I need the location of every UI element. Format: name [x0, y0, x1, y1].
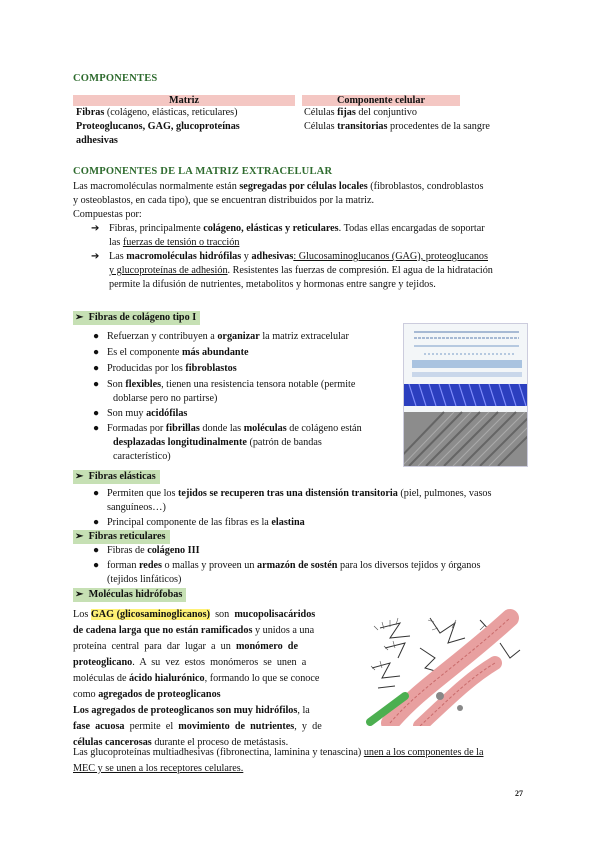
mec-item-1: ➔ Fibras, principalmente colágeno, elásticas y reticulares. Todas ellas encargadas de soportar	[91, 223, 485, 234]
mec-item-2: ➔ Las macromoléculas hidrófilas y adhesivas: Glucosaminoglucanos (GAG), proteoglucanos	[91, 251, 488, 262]
collagen-bullet-6-line-2: desplazadas longitudinalmente (patrón de bandas	[113, 437, 322, 448]
collagen-bullet-5: ● Son muy acidófilas	[93, 408, 188, 419]
collagen-bullet-6-line-3: característico)	[113, 451, 171, 462]
final-line-2: MEC y se unen a los receptores celulares.	[73, 763, 244, 774]
mec-intro-line-2: y osteoblastos, en cada tipo), que se encuentran distribuidos por la matriz.	[73, 195, 375, 206]
hydrophilic-title: ➢ Moléculas hidrófobas	[73, 588, 186, 602]
aggregates-line-2: fase acuosa permite el movimiento de nutrientes, y de	[73, 721, 322, 732]
mec-title: COMPONENTES DE LA MATRIZ EXTRACELULAR	[73, 166, 333, 177]
arrow-icon: ➔	[91, 251, 100, 262]
elastic-bullet-1-line-2: sanguíneos…)	[107, 502, 166, 513]
arrow-icon: ➔	[91, 223, 100, 234]
matrix-row-3: adhesivas	[76, 135, 118, 146]
mec-item-2-line-3: permite la difusión de nutrientes, metabolitos y hormonas entre sangre y tejidos.	[109, 279, 436, 290]
mec-intro-line-1: Las macromoléculas normalmente están segregadas por células locales (fibroblastos, condroblastos	[73, 181, 484, 192]
collagen-bullet-4: ● Son flexibles, tienen una resistencia tensora notable (permite	[93, 379, 356, 390]
page-number: 27	[515, 789, 523, 798]
gag-line-5: moléculas de ácido hialurónico, formando lo que se conoce	[73, 673, 320, 684]
elastic-title: ➢ Fibras elásticas	[73, 470, 160, 484]
gag-line-3: proteína central para dar lugar a un monómero de	[73, 641, 298, 652]
collagen-bullet-6: ● Formadas por fibrillas donde las moléculas de colágeno están	[93, 423, 362, 434]
matrix-header: Matriz	[73, 95, 295, 106]
matrix-row-1: Fibras (colágeno, elásticas, reticulares)	[76, 107, 238, 118]
reticular-bullet-1: ● Fibras de colágeno III	[93, 545, 200, 556]
collagen-diagram	[404, 324, 527, 466]
reticular-title: ➢ Fibras reticulares	[73, 530, 170, 544]
reticular-bullet-2: ● forman redes o mallas y proveen un armazón de sostén para los diversos tejidos y órganos	[93, 560, 481, 571]
collagen-title: ➢ Fibras de colágeno tipo I	[73, 311, 200, 325]
collagen-bullet-4-line-2: doblarse pero no partirse)	[113, 393, 218, 404]
cell-component-header: Componente celular	[302, 95, 460, 106]
collagen-bullet-3: ● Producidas por los fibroblastos	[93, 363, 237, 374]
matrix-row-2: Proteoglucanos, GAG, glucoproteínas	[76, 121, 240, 132]
cell-row-2: Células transitorias procedentes de la sangre	[304, 121, 490, 132]
mec-item-2-line-2: y glucoproteínas de adhesión. Resistentes las fuerzas de compresión. El agua de la hidratación	[109, 265, 493, 276]
cell-row-1: Células fijas del conjuntivo	[304, 107, 417, 118]
proteoglycan-diagram	[360, 608, 526, 726]
proteoglycan-aggregate-figure	[360, 608, 526, 726]
final-line-1: Las glucoproteínas multiadhesivas (fibronectina, laminina y tenascina) unen a los componentes de la	[73, 747, 484, 758]
mec-intro-line-3: Compuestas por:	[73, 209, 142, 220]
aggregates-line-3: células cancerosas durante el proceso de metástasis.	[73, 737, 289, 748]
collagen-structure-figure	[403, 323, 528, 467]
elastic-bullet-2: ● Principal componente de las fibras es la elastina	[93, 517, 305, 528]
reticular-bullet-2-line-2: (tejidos linfáticos)	[107, 574, 182, 585]
gag-line-2: de cadena larga que no están ramificados y unidos a una	[73, 625, 315, 636]
collagen-bullet-2: ● Es el componente más abundante	[93, 347, 249, 358]
gag-line-4: proteoglicano. A su vez estos monómeros se unen a	[73, 657, 307, 668]
aggregates-line-1: Los agregados de proteoglicanos son muy hidrófilos, la	[73, 705, 310, 716]
mec-item-1-line-2: las fuerzas de tensión o tracción	[109, 237, 240, 248]
elastic-bullet-1: ● Permiten que los tejidos se recuperen tras una distensión transitoria (piel, pulmones, vasos	[93, 488, 492, 499]
gag-line-1: Los GAG (glicosaminoglicanos) son mucopolisacáridos	[73, 609, 316, 620]
components-title: COMPONENTES	[73, 73, 158, 84]
collagen-bullet-1: ● Refuerzan y contribuyen a organizar la matriz extracelular	[93, 331, 349, 342]
gag-line-6: como agregados de proteoglicanos	[73, 689, 221, 700]
